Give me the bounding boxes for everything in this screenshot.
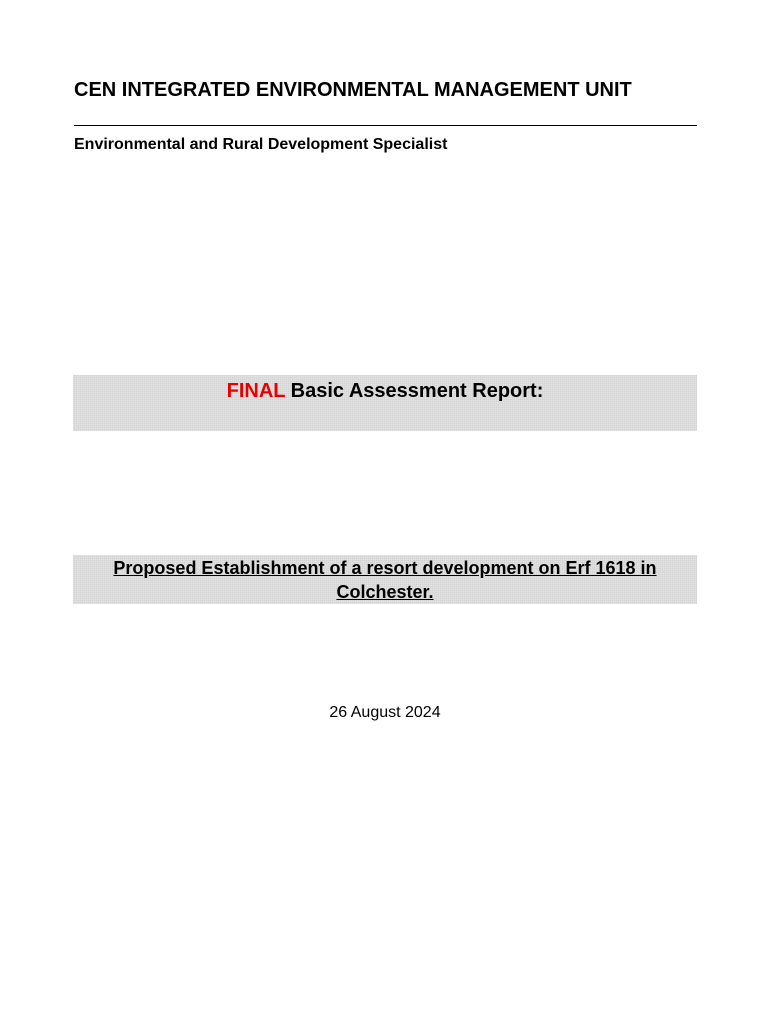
report-date: 26 August 2024 [329,704,441,721]
project-title-box [73,555,697,604]
organization-subtitle: Environmental and Rural Development Specialist [74,136,448,153]
header-divider [74,125,697,126]
report-title [73,379,697,403]
report-title-text: Basic Assessment Report: [285,380,544,402]
report-status-word: FINAL [226,380,286,402]
project-title: Proposed Establishment of a resort development on Erf 1618 in Colchester. [113,558,657,602]
organization-title: CEN INTEGRATED ENVIRONMENTAL MANAGEMENT UNIT [74,79,632,101]
report-title-box [73,375,697,431]
